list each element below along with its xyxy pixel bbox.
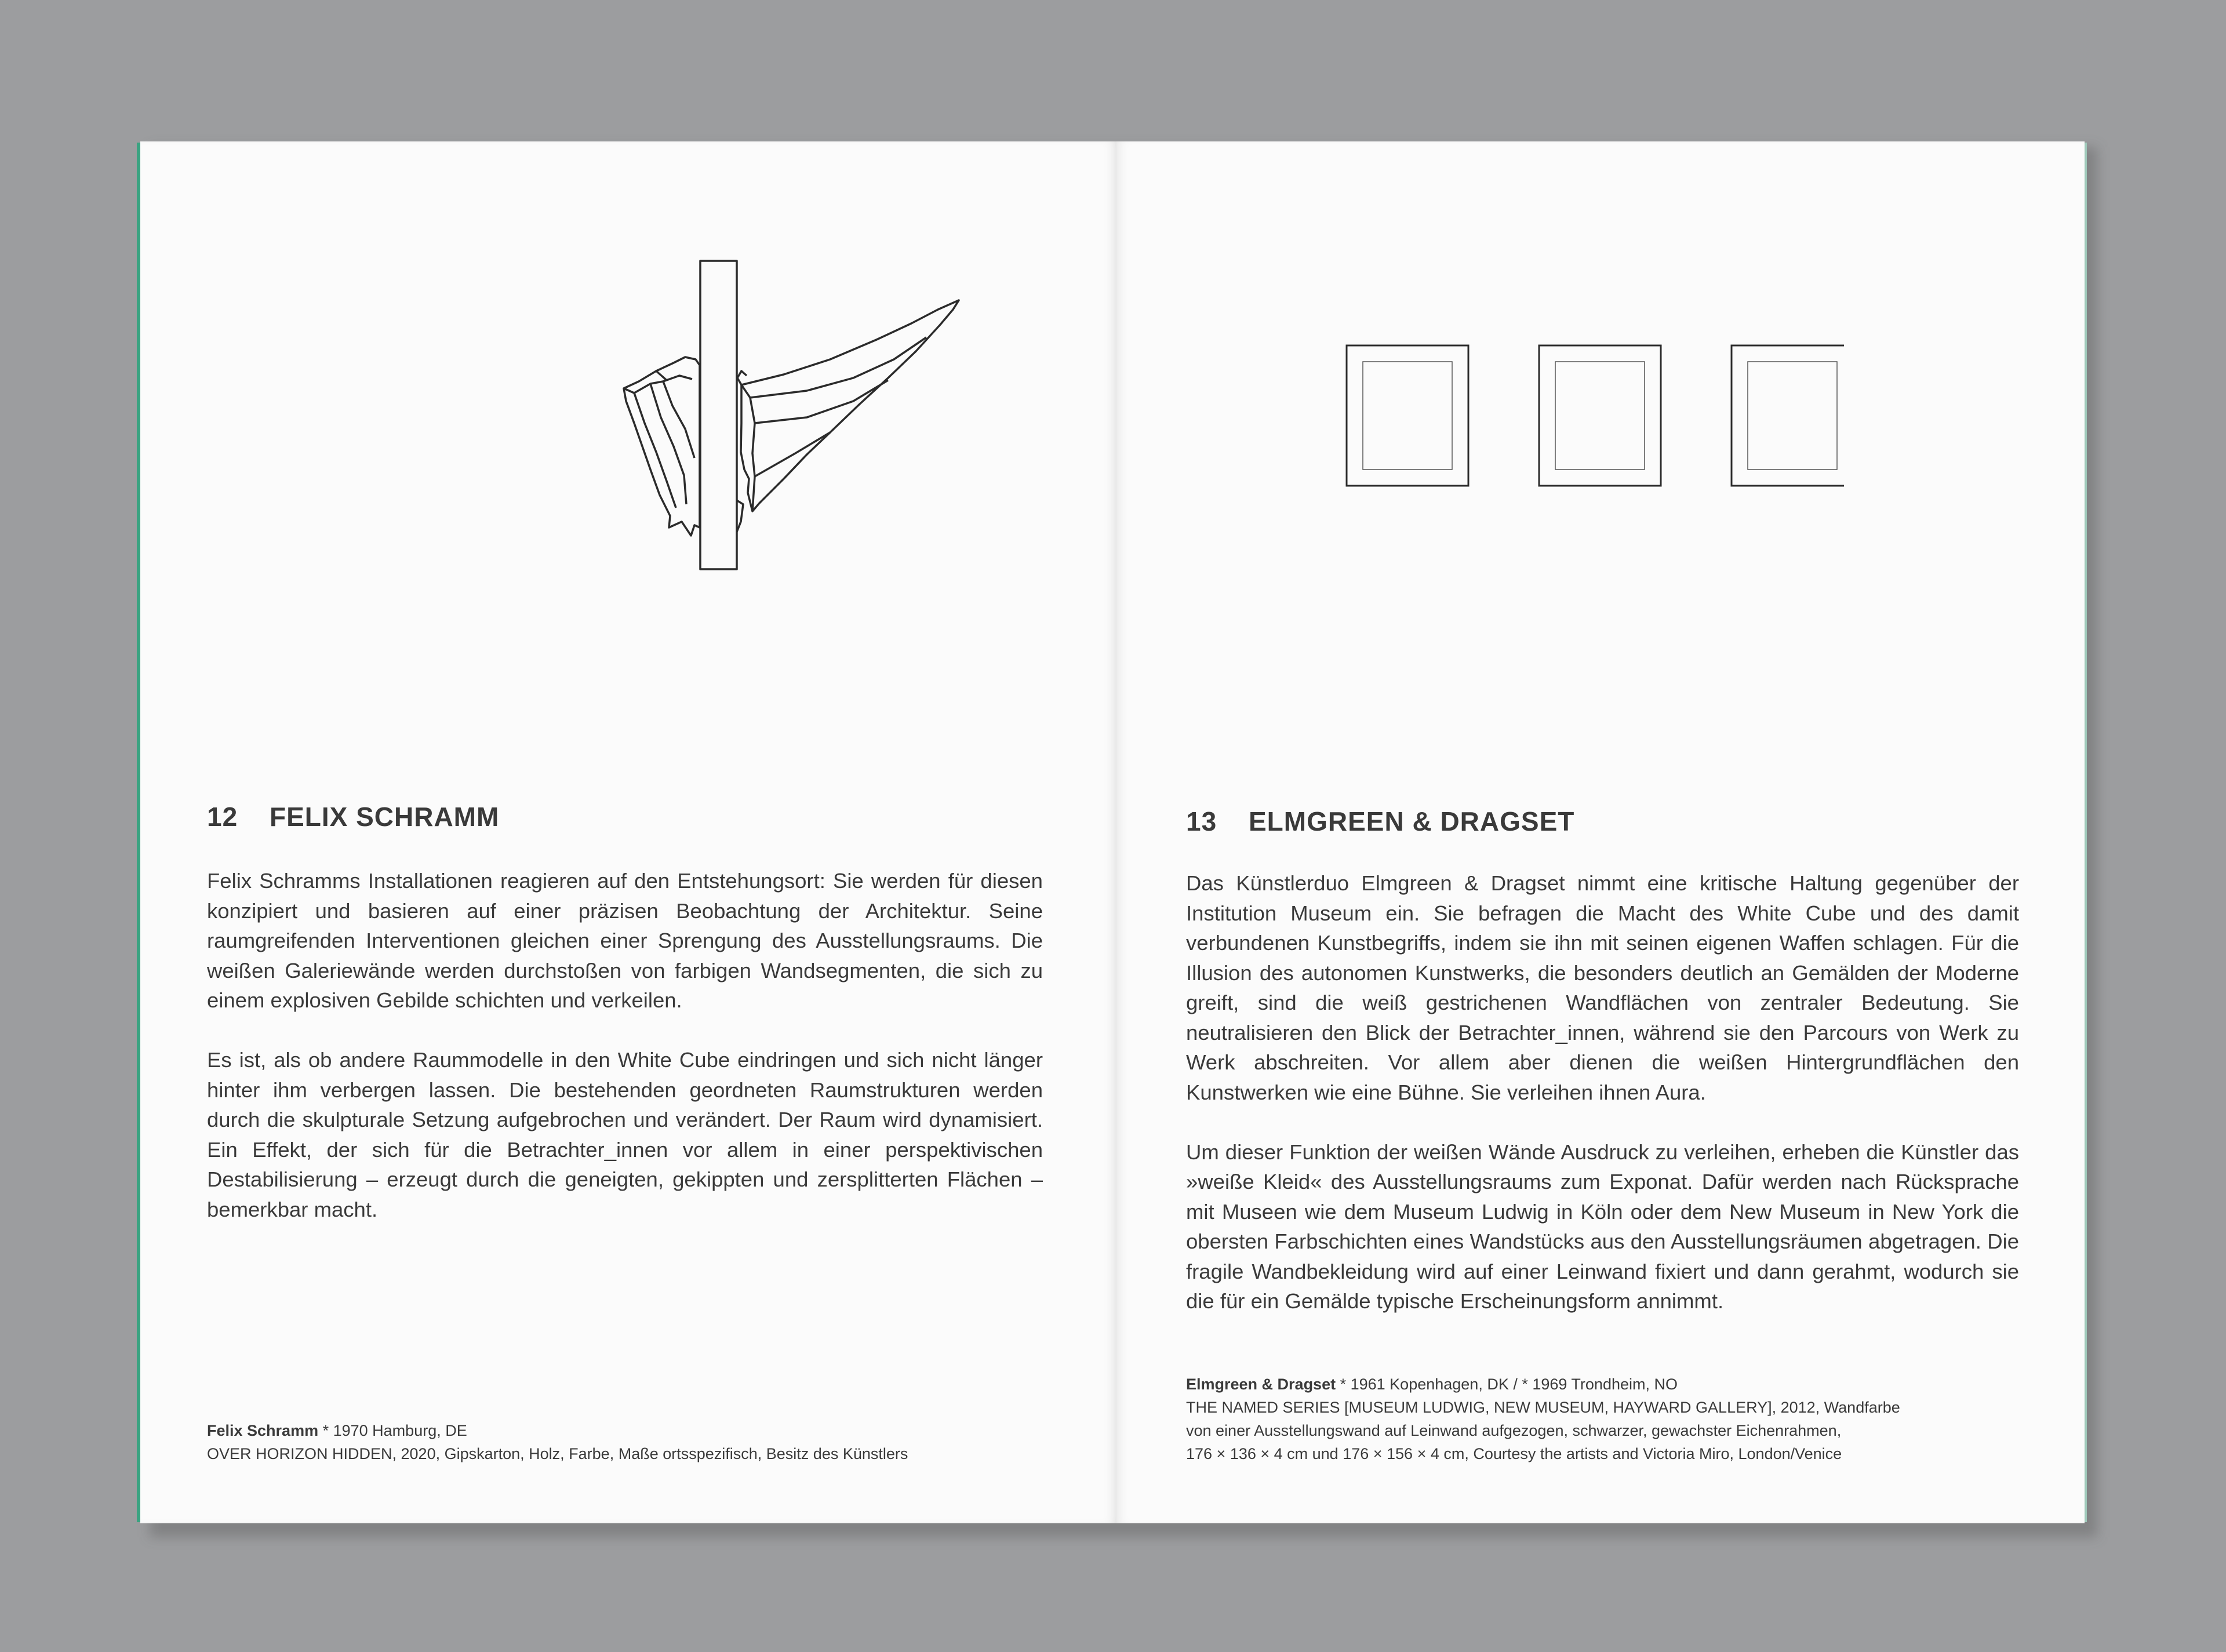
section-heading-12	[207, 801, 499, 832]
three-framed-canvases-icon	[1345, 344, 1844, 489]
caption-line: von einer Ausstellungswand auf Leinwand aufgezogen, schwarzer, gewachster Eichenrahmen,	[1186, 1422, 1842, 1439]
section-number: 12	[207, 802, 238, 832]
caption-work: OVER HORIZON HIDDEN, 2020, Gipskarton, Holz, Farbe, Maße ortsspezifisch, Besitz des Künstlers	[207, 1445, 908, 1462]
caption-line: THE NAMED SERIES [MUSEUM LUDWIG, NEW MUSEUM, HAYWARD GALLERY], 2012, Wandfarbe	[1186, 1399, 1900, 1416]
caption-bio: * 1970 Hamburg, DE	[318, 1422, 467, 1439]
artist-name: ELMGREEN & DRAGSET	[1249, 806, 1575, 836]
paragraph-2: Es ist, als ob andere Raummodelle in den White Cube eindringen und sich nicht länger hinter ihm verbergen lassen. Die bestehenden geordneten Raumstrukturen werden durch die skulpturale Setzung aufgebrochen und verändert. Der Raum wird dynamisiert. Ein Effekt, der sich für die Betrachter_innen vor allem in einer perspektivischen Destabilisierung – erzeugt durch die geneigten, gekippten und zersplitterten Flächen – bemerkbar macht.	[207, 1048, 1043, 1221]
left-page	[140, 141, 1116, 1523]
caption-artist: Felix Schramm	[207, 1422, 319, 1439]
shattered-wall-sculpture-icon	[482, 249, 969, 713]
right-page	[1116, 141, 2085, 1523]
paragraph-2: Um dieser Funktion der weißen Wände Ausdruck zu verleihen, erheben die Künstler das »weiße Kleid« des Ausstellungsraums zum Exponat. Dafür werden nach Rücksprache mit Museen wie dem Museum Ludwig in Köln oder dem New Museum in New York die obersten Farbschichten eines Wandstücks aus den Ausstellungsräumen abgetragen. Die fragile Wandbekleidung wird auf einer Leinwand fixiert und dann gerahmt, wodurch sie die für ein Gemälde typische Erscheinungsform annimmt.	[1186, 1140, 2019, 1313]
body-text-left	[207, 866, 1043, 1254]
artwork-caption-left	[207, 1419, 908, 1465]
paragraph-1: Felix Schramms Installationen reagieren auf den Entstehungsort: Sie werden für diesen konzipiert und basieren auf einer präzisen Beobachtung der Architektur. Seine raumgreifenden Interventionen gleichen einer Sprengung des Ausstellungsraums. Die weißen Galeriewände werden durchstoßen von farbigen Wandsegmenten, die sich zu einem explosiven Gebilde schichten und verkeilen.	[207, 869, 1043, 1012]
section-heading-13	[1186, 806, 1574, 837]
caption-line: 176 × 136 × 4 cm und 176 × 156 × 4 cm, Courtesy the artists and Victoria Miro, London/Venice	[1186, 1445, 1842, 1462]
caption-artist: Elmgreen & Dragset	[1186, 1376, 1336, 1393]
artwork-caption-right	[1186, 1373, 1900, 1465]
body-text-right	[1186, 868, 2019, 1346]
paragraph-1: Das Künstlerduo Elmgreen & Dragset nimmt eine kritische Haltung gegenüber der Institution Museum ein. Sie befragen die Macht des White Cube und des damit verbundenen Kunstbegriffs, indem sie ihn mit seinen eigenen Waffen schlagen. Für die Illusion des autonomen Kunstwerks, die besonders deutlich an Gemälden der Moderne greift, sind die weiß gestrichenen Wandflächen von zentraler Bedeutung. Sie neutralisieren den Blick der Betrachter_innen, während sie den Parcours von Werk zu Werk abschreiten. Vor allem aber dienen die weißen Hintergrundflächen den Kunstwerken wie eine Bühne. Sie verleihen ihnen Aura.	[1186, 871, 2019, 1104]
caption-bio: * 1961 Kopenhagen, DK / * 1969 Trondheim, NO	[1336, 1376, 1678, 1393]
section-number: 13	[1186, 806, 1217, 836]
artist-name: FELIX SCHRAMM	[270, 802, 500, 832]
